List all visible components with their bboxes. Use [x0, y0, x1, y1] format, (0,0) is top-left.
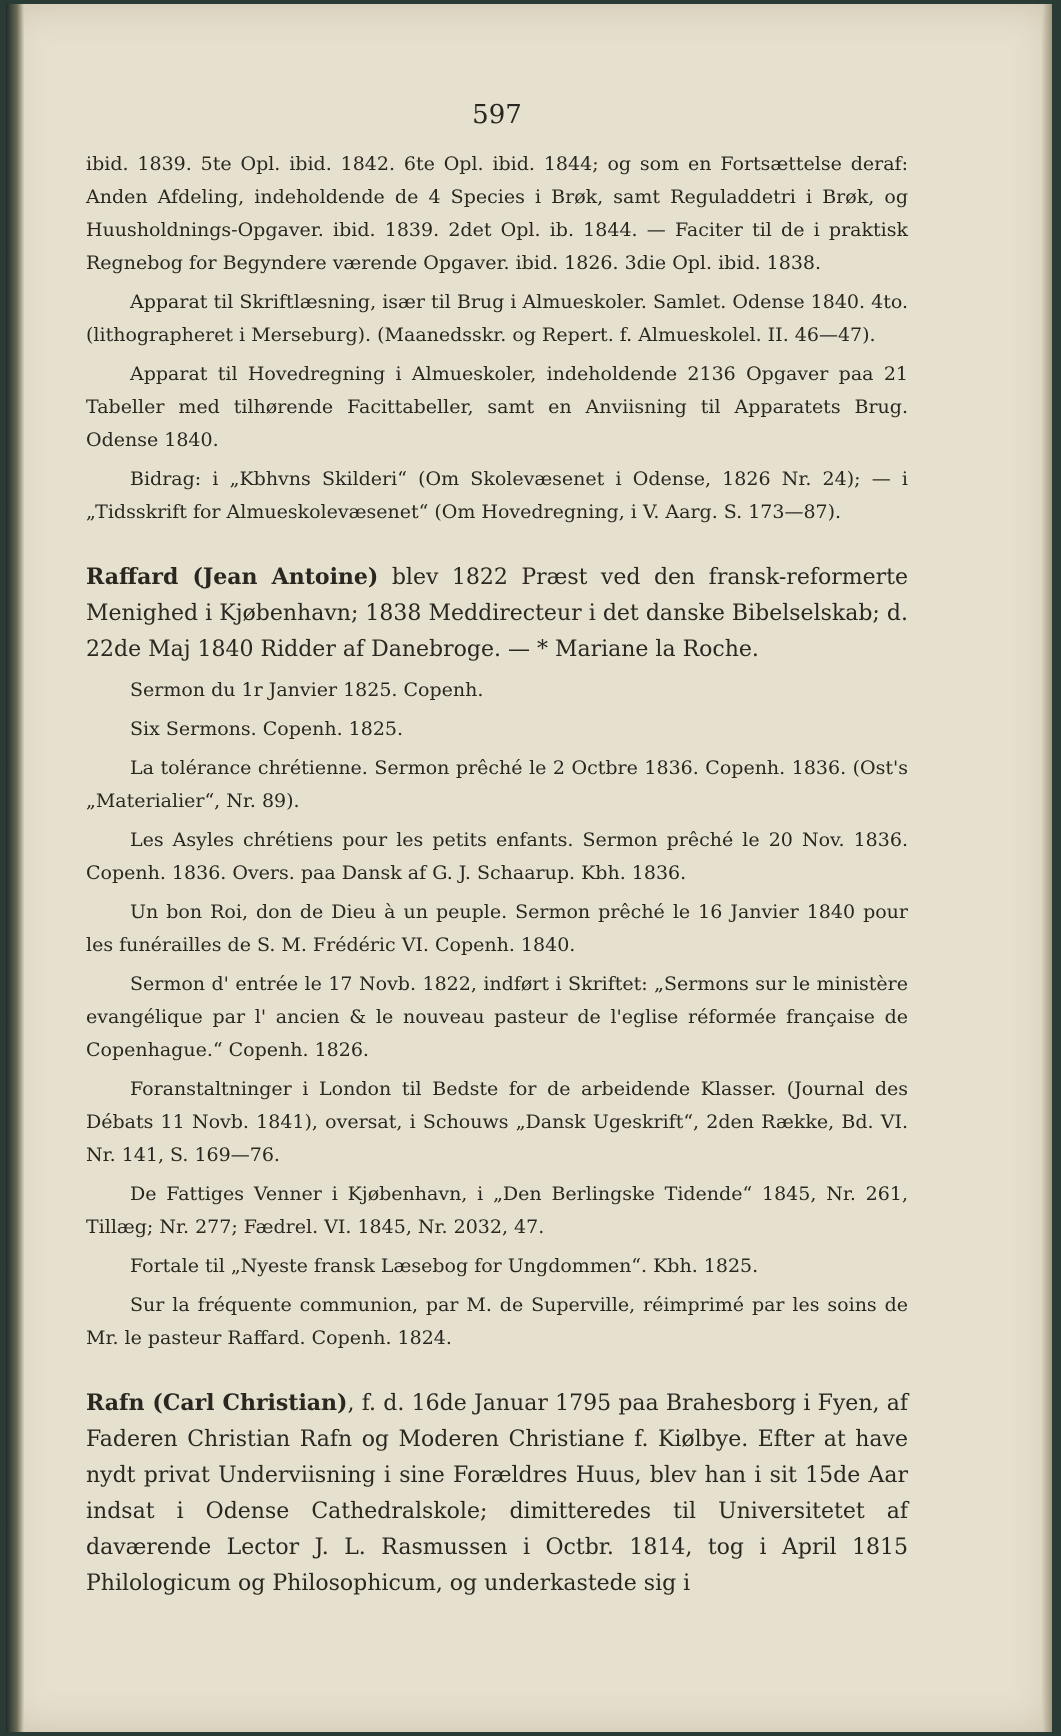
rafn-bio-text: , f. d. 16de Januar 1795 paa Brahesborg i Fyen, af Faderen Christian Rafn og Moderen Christiane f. Kiølbye. Efter at have nydt privat Underviisning i sine Forældres Huus, blev han i sit 15de Aar indsat i Odense Cathedralskole; dimitteredes til Universitetet af daværende Lector J. L. Rasmussen i Octbr. 1814, tog i April 1815 Philologicum og Philosophicum, og underkastede sig i	[86, 1391, 908, 1596]
raffard-name: Raffard (Jean Antoine)	[86, 564, 379, 590]
page-edge	[1042, 4, 1052, 1732]
entry-apparat-hovedregning: Apparat til Hovedregning i Almueskoler, indeholdende 2136 Opgaver paa 21 Tabeller med tilhørende Facittabeller, samt en Anviisning til Apparatets Brug. Odense 1840.	[86, 363, 908, 451]
rafn-biography	[86, 1385, 908, 1602]
page-binding	[6, 4, 24, 1732]
entry-bidrag: Bidrag: i „Kbhvns Skilderi“ (Om Skolevæsenet i Odense, 1826 Nr. 24); — i „Tidsskrift for Almueskolevæsenet“ (Om Hovedregning, i V. Aarg. S. 173—87).	[86, 468, 908, 523]
raffard-work: Six Sermons. Copenh. 1825.	[130, 718, 404, 740]
raffard-biography	[86, 559, 908, 668]
raffard-bio-text: blev 1822 Præst ved den fransk-reformerte Menighed i Kjøbenhavn; 1838 Meddirecteur i det danske Bibelselskab; d. 22de Maj 1840 Ridder af Danebroge. — * Mariane la Roche.	[86, 565, 908, 662]
raffard-work: Sermon du 1r Janvier 1825. Copenh.	[130, 679, 484, 701]
continuation-paragraph: ibid. 1839. 5te Opl. ibid. 1842. 6te Opl. ibid. 1844; og som en Fortsættelse deraf: Anden Afdeling, indeholdende de 4 Species i Brøk, samt Reguladdetri i Brøk, og Huusholdnings-Opgaver. ibid. 1839. 2det Opl. ib. 1844. — Faciter til de i praktisk Regnebog for Begyndere værende Opgaver. ibid. 1826. 3die Opl. ibid. 1838.	[86, 153, 908, 274]
raffard-work: Foranstaltninger i London til Bedste for de arbeidende Klasser. (Journal des Débats 11 Novb. 1841), oversat, i Schouws „Dansk Ugeskrift“, 2den Række, Bd. VI. Nr. 141, S. 169—76.	[86, 1078, 908, 1166]
raffard-work: Fortale til „Nyeste fransk Læsebog for Ungdommen“. Kbh. 1825.	[130, 1255, 759, 1277]
raffard-work: Sermon d' entrée le 17 Novb. 1822, indført i Skriftet: „Sermons sur le ministère evangélique par l' ancien & le nouveau pasteur de l'eglise réformée française de Copenhague.“ Copenh. 1826.	[86, 973, 908, 1061]
raffard-work: Sur la fréquente communion, par M. de Superville, réimprimé par les soins de Mr. le pasteur Raffard. Copenh. 1824.	[86, 1294, 908, 1349]
raffard-work: Les Asyles chrétiens pour les petits enfants. Sermon prêché le 20 Nov. 1836. Copenh. 1836. Overs. paa Dansk af G. J. Schaarup. Kbh. 1836.	[86, 829, 908, 884]
entry-apparat-skriftlaesning: Apparat til Skriftlæsning, især til Brug i Almueskoler. Samlet. Odense 1840. 4to. (lithographeret i Merseburg). (Maanedsskr. og Repert. f. Almueskolel. II. 46—47).	[86, 291, 908, 346]
page-content	[86, 99, 908, 1608]
page-number: 597	[472, 100, 522, 130]
raffard-work: La tolérance chrétienne. Sermon prêché le 2 Octbre 1836. Copenh. 1836. (Ost's „Materialier“, Nr. 89).	[86, 757, 908, 812]
rafn-name: Rafn (Carl Christian)	[86, 1390, 348, 1416]
raffard-work: Un bon Roi, don de Dieu à un peuple. Sermon prêché le 16 Janvier 1840 pour les funérailles de S. M. Frédéric VI. Copenh. 1840.	[86, 901, 908, 956]
raffard-work: De Fattiges Venner i Kjøbenhavn, i „Den Berlingske Tidende“ 1845, Nr. 261, Tillæg; Nr. 277; Fædrel. VI. 1845, Nr. 2032, 47.	[86, 1183, 908, 1238]
book-page	[6, 4, 1052, 1732]
